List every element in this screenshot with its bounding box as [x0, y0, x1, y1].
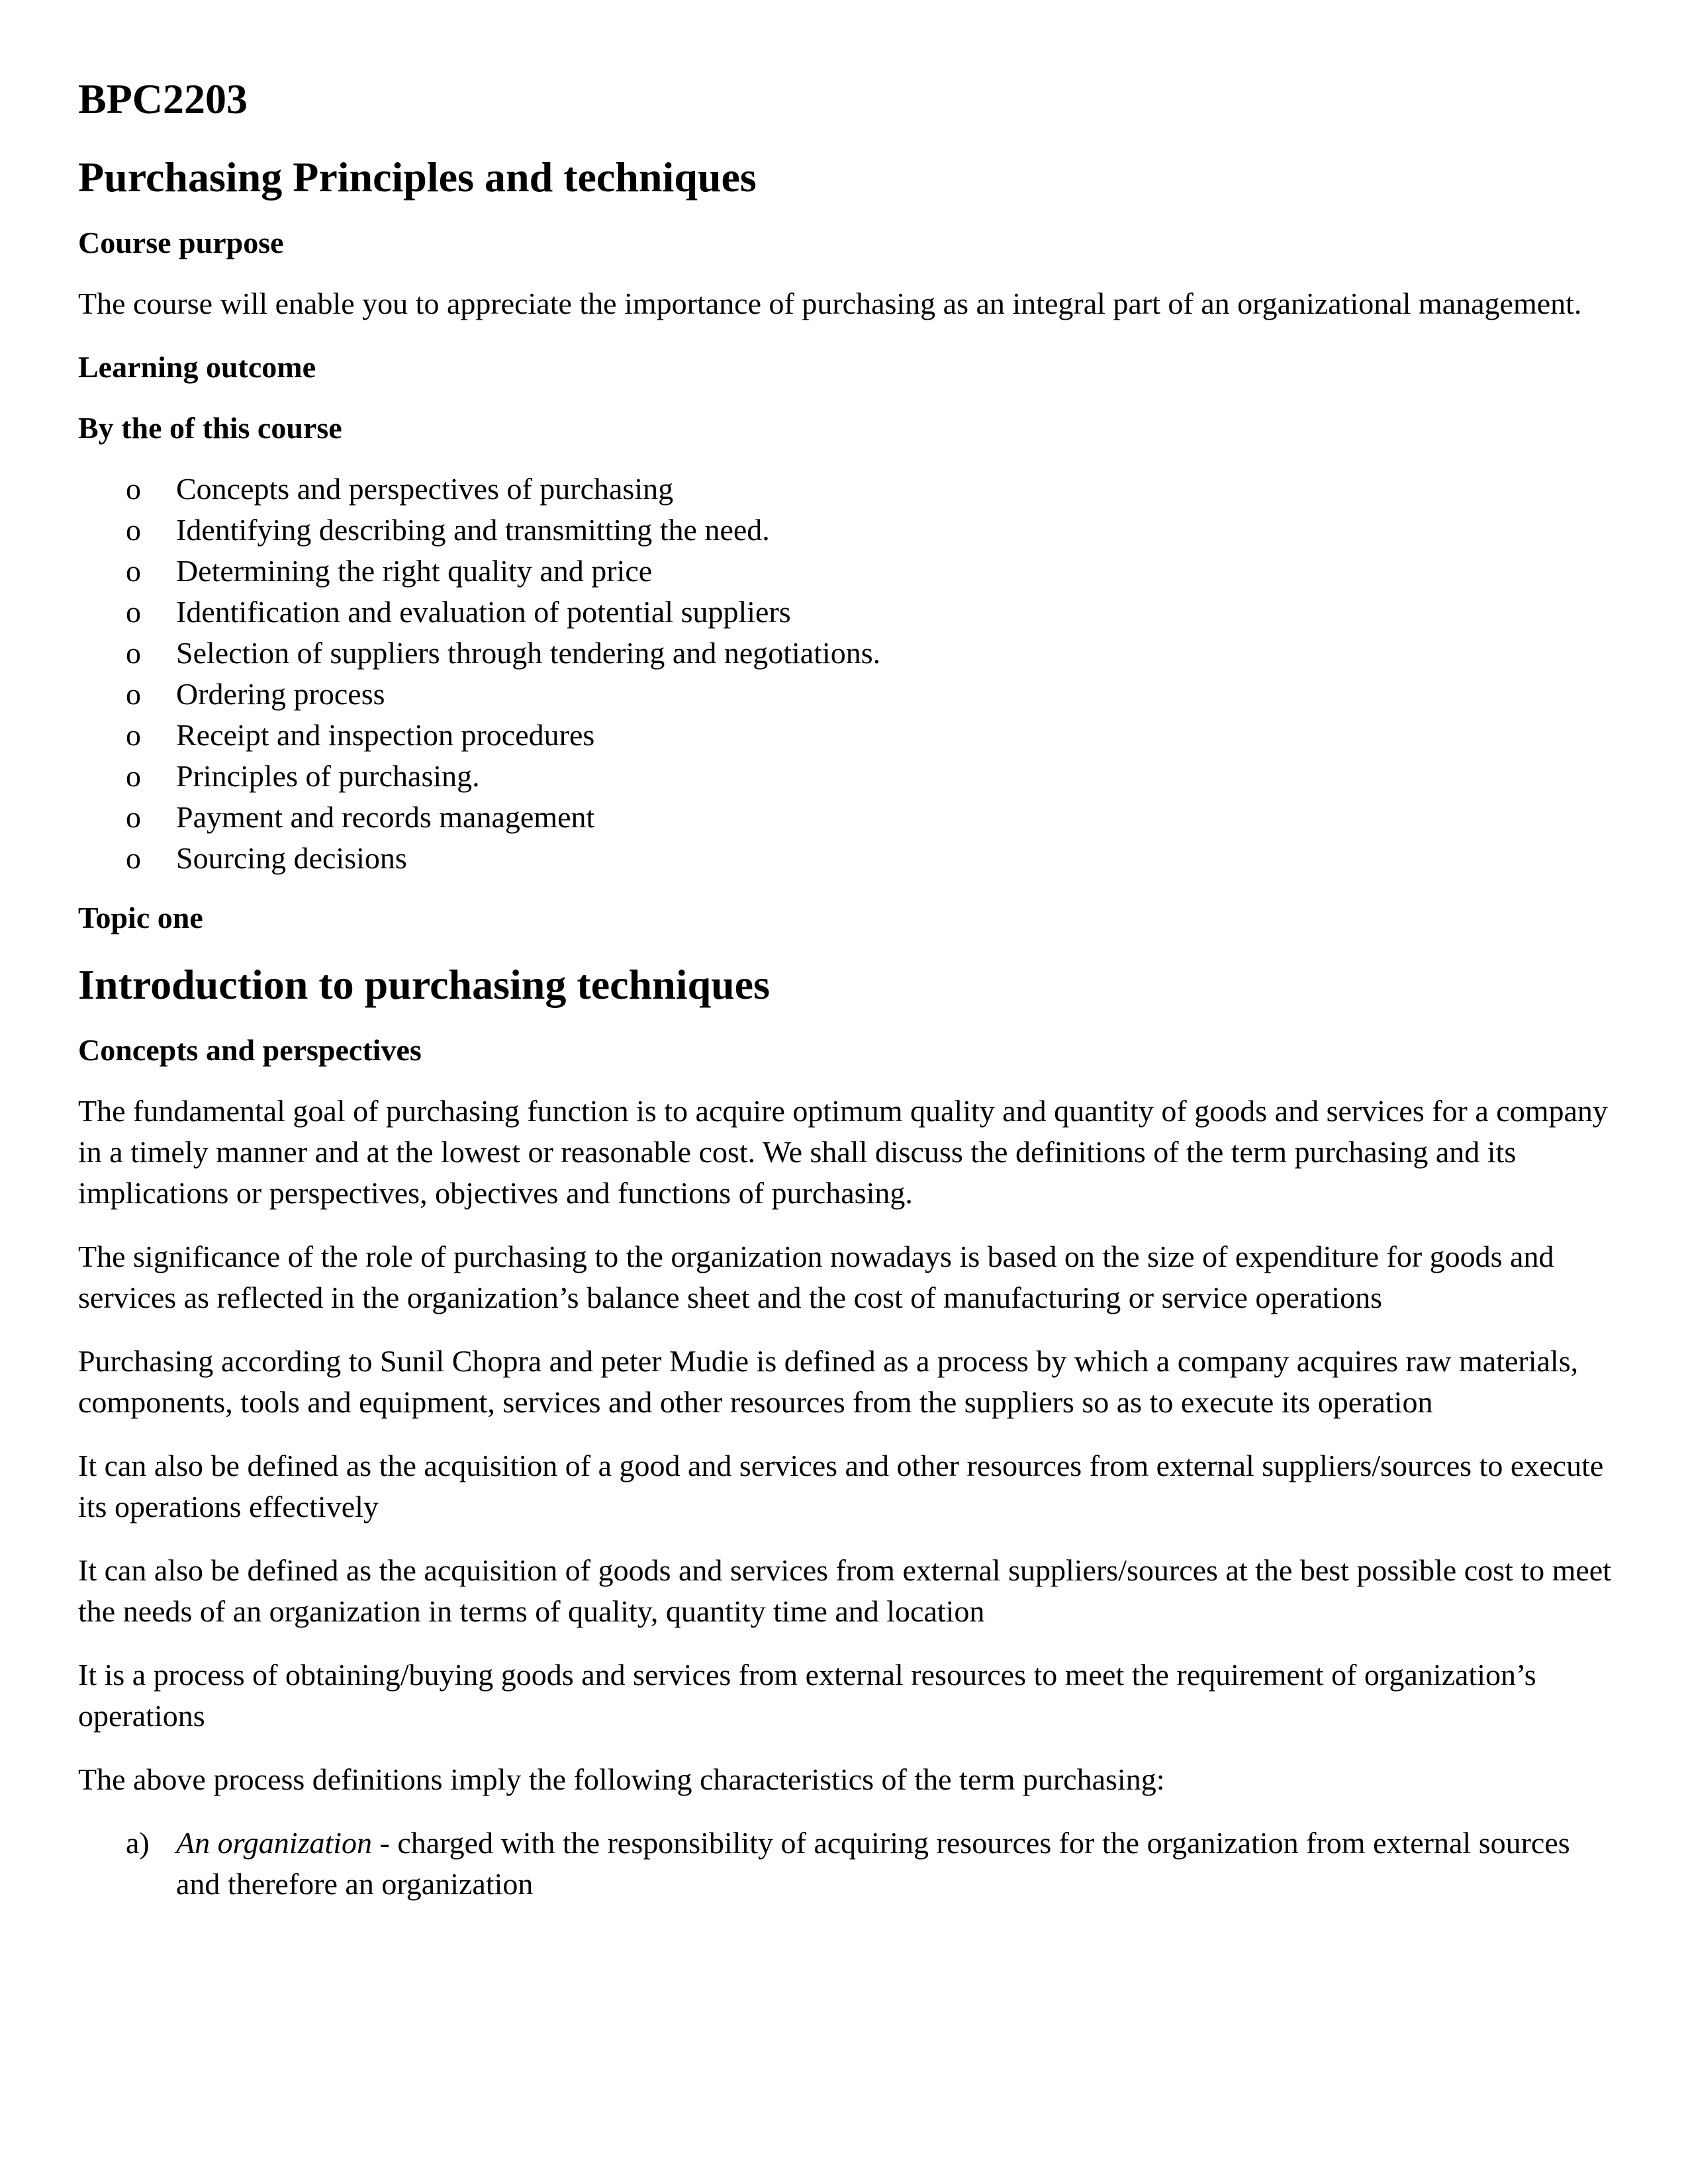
list-marker: a): [126, 1826, 150, 1860]
list-item: [78, 756, 1620, 797]
list-item-text: Sourcing decisions: [176, 841, 407, 875]
list-item-text: Receipt and inspection procedures: [176, 718, 595, 752]
list-item: [78, 510, 1620, 551]
list-item-text: Concepts and perspectives of purchasing: [176, 472, 674, 506]
bullet-icon: o: [126, 800, 141, 834]
course-title: Purchasing Principles and techniques: [78, 154, 757, 201]
list-item: [78, 592, 1620, 633]
list-item-text: Identifying describing and transmitting the need.: [176, 513, 770, 547]
bullet-icon: o: [126, 513, 141, 547]
learning-outcome-list: [78, 469, 1620, 879]
list-item: [78, 674, 1620, 715]
bullet-icon: o: [126, 554, 141, 588]
list-item: [78, 715, 1620, 756]
topic-paragraph-definition-chopra: Purchasing according to Sunil Chopra and peter Mudie is defined as a process by which a company acquires raw materials, components, tools and equipment, services and other resources from the suppliers so as to execute its operation: [78, 1344, 1579, 1419]
topic-paragraph-characteristics-intro: The above process definitions imply the following characteristics of the term purchasing:: [78, 1762, 1165, 1796]
learning-outcome-subheading: By the of this course: [78, 411, 342, 445]
bullet-icon: o: [126, 472, 141, 506]
list-item: [78, 838, 1620, 879]
topic-paragraph-definition-3: It can also be defined as the acquisition of goods and services from external suppliers/sources at the best possible cost to meet the needs of an organization in terms of quality, quantity time and location: [78, 1553, 1611, 1628]
list-item-text: Principles of purchasing.: [176, 759, 480, 793]
list-item-text: Determining the right quality and price: [176, 554, 653, 588]
topic-paragraph-definition-2: It can also be defined as the acquisition of a good and services and other resources from external suppliers/sources to execute its operations effectively: [78, 1449, 1604, 1524]
topic-subheading: Concepts and perspectives: [78, 1033, 422, 1067]
document-page: [78, 73, 1620, 1905]
course-purpose-heading: Course purpose: [78, 226, 284, 259]
topic-paragraph-goal: The fundamental goal of purchasing function is to acquire optimum quality and quantity of goods and services for a company in a timely manner and at the lowest or reasonable cost. We shall discuss the definitions of the term purchasing and its implications or perspectives, objectives and functions of purchasing.: [78, 1094, 1608, 1210]
list-item-text: Payment and records management: [176, 800, 595, 834]
bullet-icon: o: [126, 759, 141, 793]
list-item-text: Ordering process: [176, 677, 385, 711]
list-item-text: Identification and evaluation of potential suppliers: [176, 595, 791, 629]
topic-paragraph-significance: The significance of the role of purchasing to the organization nowadays is based on the size of expenditure for goods and services as reflected in the organization’s balance sheet and the cost of manufacturing or service operations: [78, 1240, 1554, 1314]
characteristic-term: An organization: [176, 1826, 373, 1860]
bullet-icon: o: [126, 595, 141, 629]
list-item: [78, 551, 1620, 592]
topic-paragraph-definition-4: It is a process of obtaining/buying goods and services from external resources to meet the requirement of organization’s operations: [78, 1658, 1536, 1733]
topic-title: Introduction to purchasing techniques: [78, 961, 770, 1008]
course-purpose-text: The course will enable you to appreciate the importance of purchasing as an integral part of an organizational management.: [78, 287, 1582, 320]
list-item: [78, 469, 1620, 510]
bullet-icon: o: [126, 636, 141, 670]
learning-outcome-heading: Learning outcome: [78, 350, 316, 384]
list-item-text: Selection of suppliers through tendering and negotiations.: [176, 636, 881, 670]
bullet-icon: o: [126, 841, 141, 875]
list-item: [78, 797, 1620, 838]
characteristic-description: - charged with the responsibility of acquiring resources for the organization from external sources and therefore an organization: [176, 1826, 1570, 1901]
bullet-icon: o: [126, 718, 141, 752]
characteristic-text: [176, 1823, 1620, 1905]
bullet-icon: o: [126, 677, 141, 711]
list-item: [78, 1823, 1620, 1905]
characteristics-list: [78, 1823, 1620, 1905]
topic-label: Topic one: [78, 901, 203, 934]
list-item: [78, 633, 1620, 674]
course-code: BPC2203: [78, 75, 248, 122]
